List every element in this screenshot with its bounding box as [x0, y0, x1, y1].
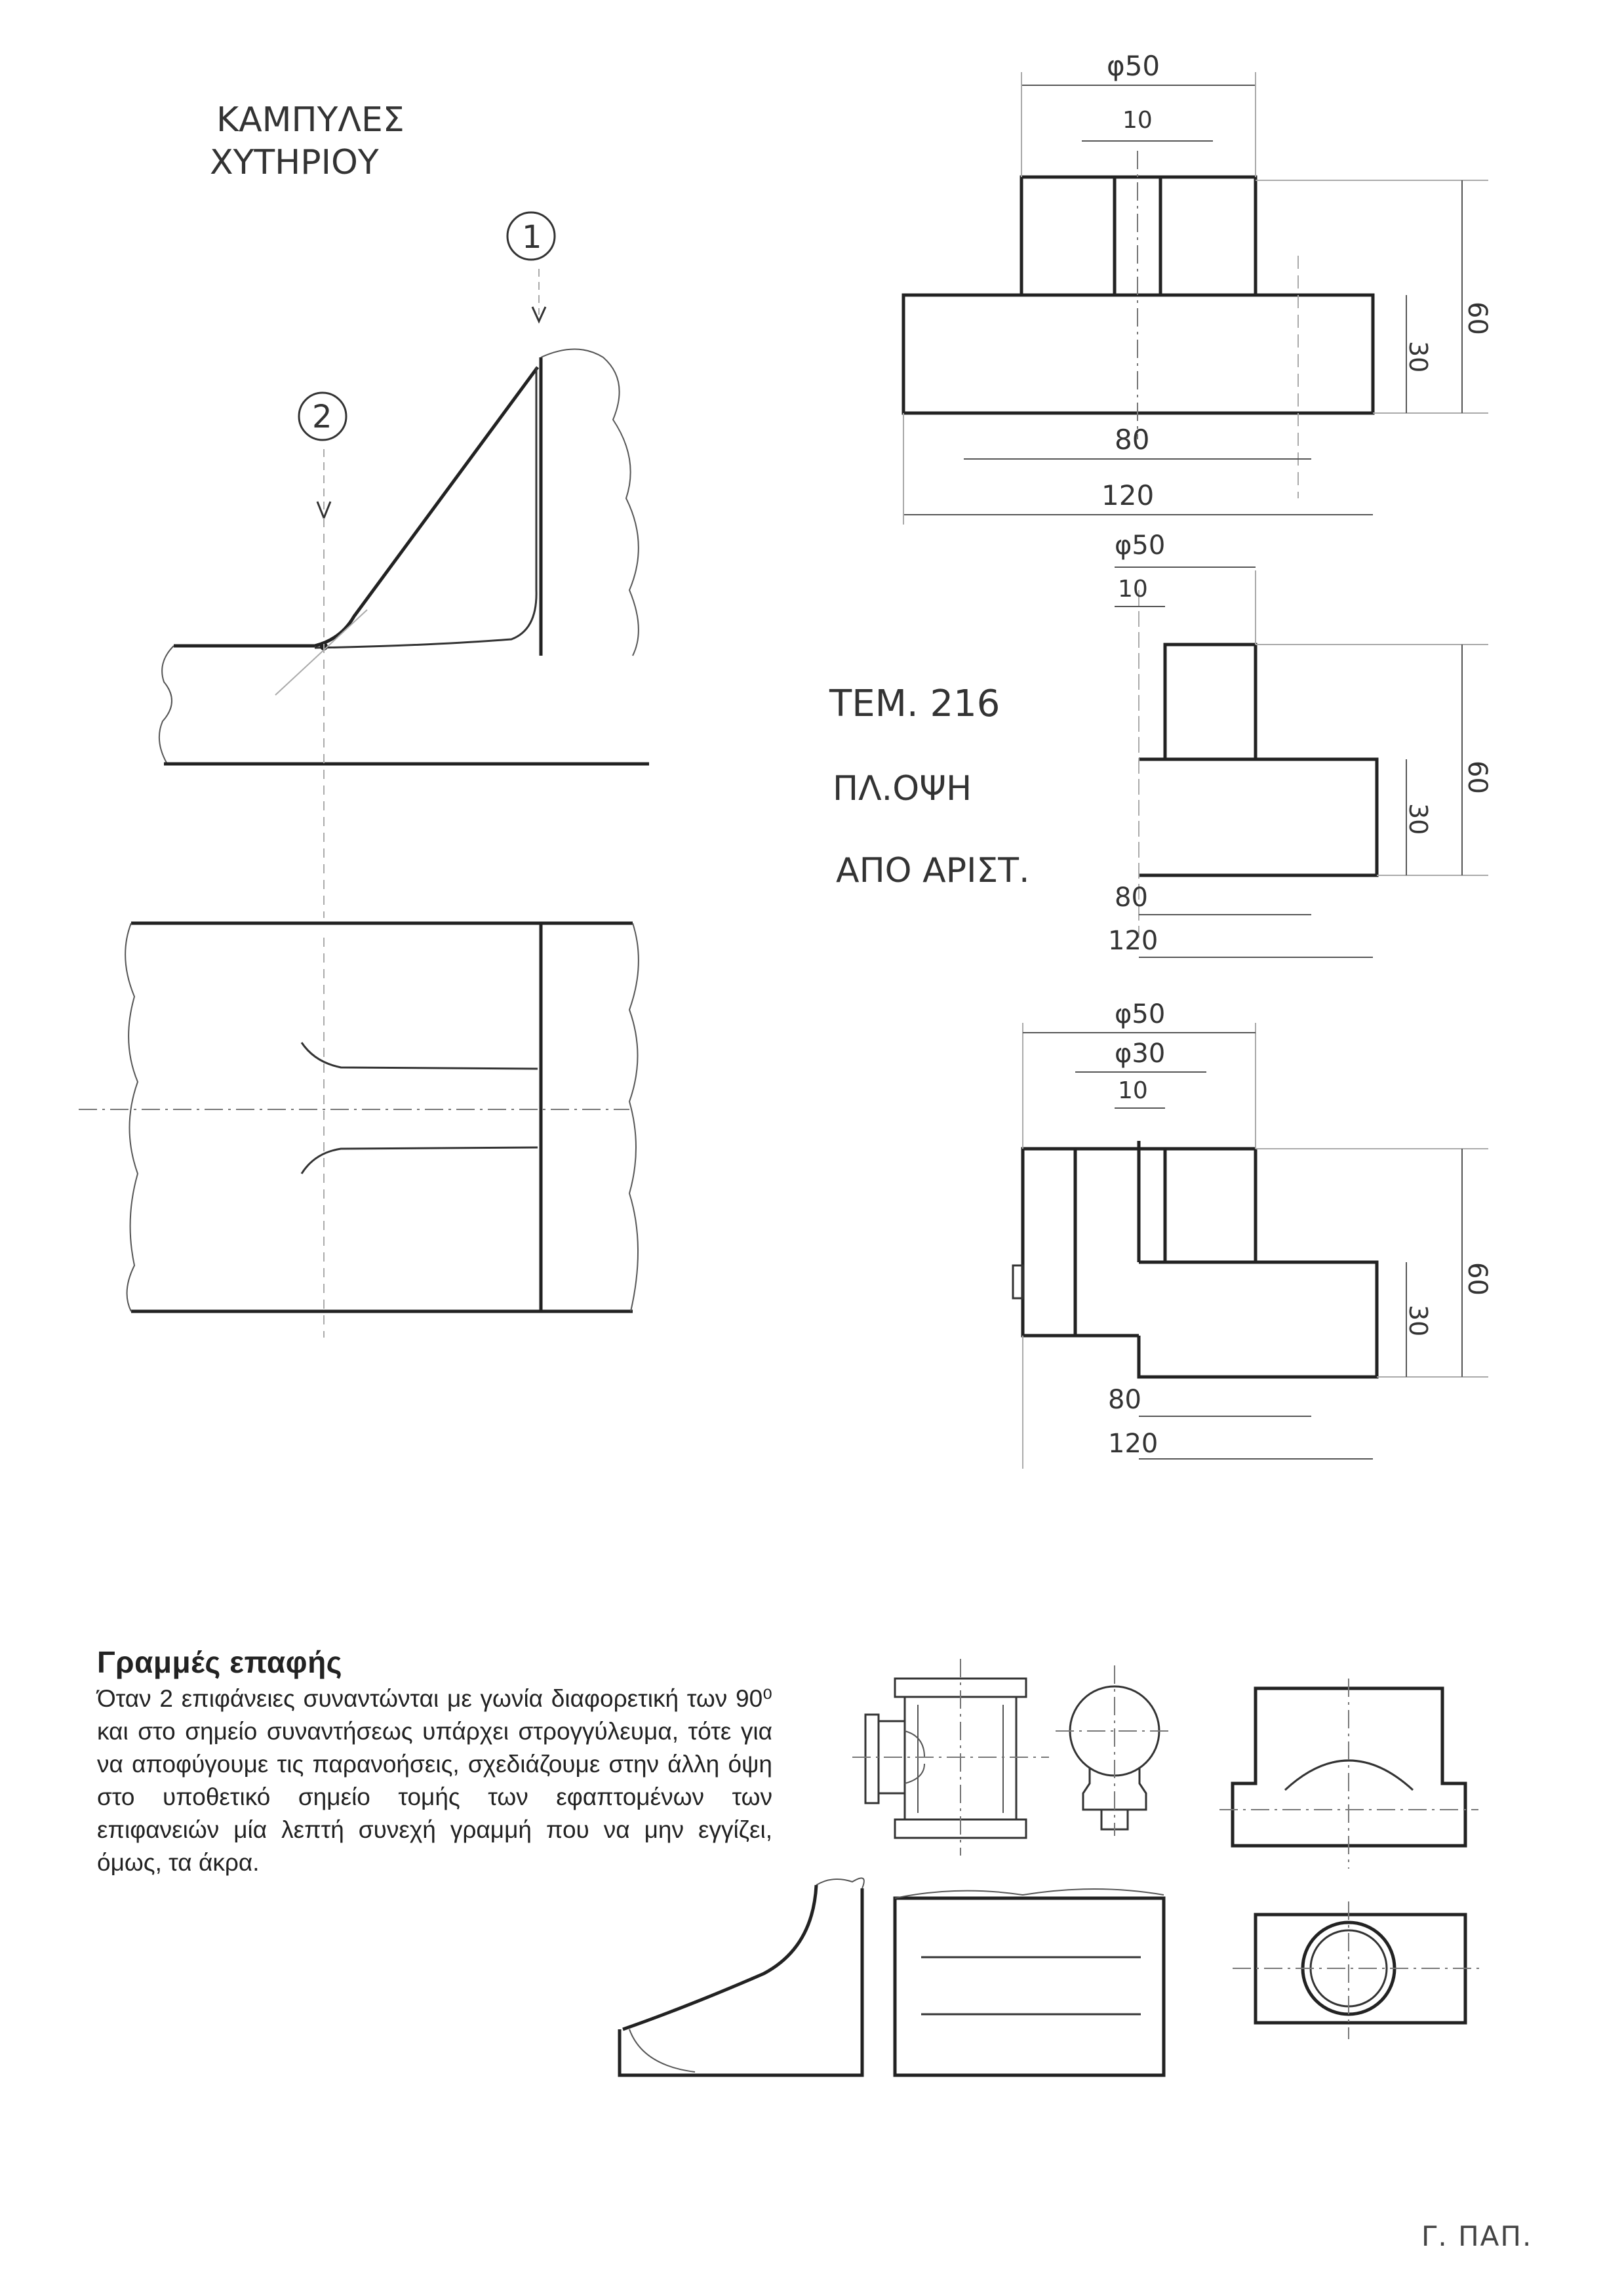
- view1-dim-10: 10: [1122, 107, 1153, 134]
- cylinder-example-view: [895, 1889, 1164, 2075]
- view1-dim-30: 30: [1404, 341, 1433, 373]
- tee-plan-view: [1233, 1901, 1482, 2039]
- casting-curves-title: [210, 100, 405, 182]
- view1-dim-80: 80: [1115, 424, 1150, 456]
- callout-1-number: 1: [522, 219, 542, 256]
- view3-dim-120: 120: [1108, 1429, 1159, 1459]
- view2-dim-phi50: φ50: [1115, 530, 1166, 561]
- view1-front: [903, 50, 1492, 525]
- view3-dim-60: 60: [1462, 1262, 1492, 1296]
- view1-dim-phi50: φ50: [1107, 50, 1160, 82]
- view3-dim-10: 10: [1118, 1077, 1148, 1104]
- casting-plan-view: [79, 923, 639, 1338]
- view3-section: [1013, 999, 1492, 1469]
- piece-label-line1: ΤΕΜ. 216: [829, 683, 1000, 725]
- view3-dim-30: 30: [1404, 1305, 1433, 1337]
- casting-curves-title-line1: ΚΑΜΠΥΛΕΣ: [216, 100, 405, 140]
- view3-dim-phi30: φ30: [1115, 1039, 1166, 1069]
- view2-dim-120: 120: [1108, 926, 1159, 956]
- notes-body: Όταν 2 επιφάνειες συναντώνται με γωνία διαφορετική των 90⁰ και στο σημείο συναντήσεως υπάρχει στρογγύλευμα, τότε για να αποφύγουμε τις παρανοήσεις, σχεδιάζουμε στην άλλη όψη στο υποθετικό σημείο τομής των εφαπτομένων των επιφανειών μία λεπτή συνεχή γραμμή που να μην εγγίζει, όμως, τα άκρα.: [97, 1685, 772, 1876]
- view1-dim-120: 120: [1101, 479, 1155, 511]
- view2-dim-60: 60: [1462, 761, 1492, 794]
- tee-top-view: [1219, 1679, 1478, 1869]
- callout-2: [299, 393, 346, 518]
- piece-label: [829, 683, 1030, 890]
- piece-label-line3: ΑΠΟ ΑΡΙΣΤ.: [836, 851, 1030, 890]
- view2-side: [1108, 530, 1492, 957]
- fillet-example-view: [620, 1878, 864, 2075]
- casting-curves-title-line2: ΧΥΤΗΡΙΟΥ: [210, 143, 379, 182]
- view2-dim-80: 80: [1115, 883, 1148, 913]
- pipe-tee-side: [1056, 1665, 1174, 1836]
- author-signature: Γ. ΠΑΠ.: [1421, 2220, 1533, 2252]
- tangency-lines-notes: [97, 1644, 772, 1879]
- callout-1: [507, 212, 555, 321]
- piece-label-line2: ΠΛ.ΟΨΗ: [833, 769, 972, 808]
- view1-dim-60: 60: [1462, 302, 1492, 335]
- view3-dim-80: 80: [1108, 1385, 1141, 1415]
- view2-dim-10: 10: [1118, 576, 1148, 603]
- view2-dim-30: 30: [1404, 803, 1433, 835]
- notes-heading: Γραμμές επαφής: [97, 1645, 343, 1679]
- callout-2-number: 2: [312, 399, 332, 435]
- casting-fillet-view: [159, 349, 649, 919]
- view3-dim-phi50: φ50: [1115, 999, 1166, 1029]
- pipe-tee-front: [852, 1659, 1049, 1856]
